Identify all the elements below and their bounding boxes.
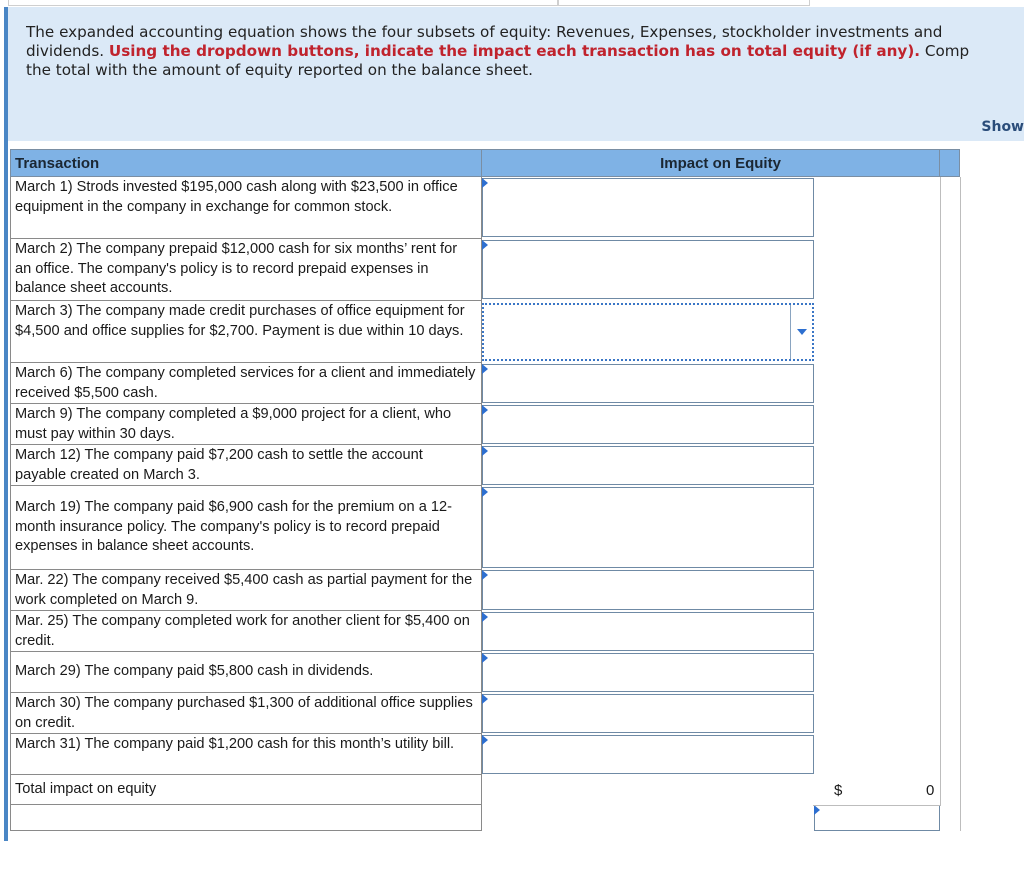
blank-cell	[940, 239, 961, 301]
impact-dropdown[interactable]	[482, 570, 814, 610]
blank-cell	[940, 301, 961, 363]
instructions-panel	[4, 7, 1024, 141]
blank-cell	[813, 693, 941, 734]
blank-cell	[813, 486, 941, 570]
blank-cell	[813, 363, 941, 404]
table-row	[10, 301, 960, 363]
impact-dropdown[interactable]	[482, 735, 814, 774]
transaction-description: March 29) The company paid $5,800 cash in dividends.	[10, 652, 482, 693]
impact-dropdown[interactable]	[482, 405, 814, 444]
show-link[interactable]: Show	[981, 119, 1024, 135]
input-marker-icon	[482, 487, 488, 497]
blank-cell	[940, 404, 961, 445]
transaction-description: March 19) The company paid $6,900 cash for the premium on a 12-month insurance policy. The company's policy is to record prepaid expenses in balance sheet accounts.	[10, 486, 482, 570]
impact-dropdown[interactable]	[482, 487, 814, 568]
input-marker-icon	[482, 446, 488, 456]
header-divider	[939, 149, 940, 177]
blank-cell	[813, 239, 941, 301]
table-row	[10, 611, 960, 652]
transaction-description: March 30) The company purchased $1,300 of additional office supplies on credit.	[10, 693, 482, 734]
input-marker-icon	[482, 653, 488, 663]
input-marker-icon	[482, 364, 488, 374]
top-strip	[0, 0, 1024, 7]
blank-cell	[813, 445, 941, 486]
blank-cell	[813, 611, 941, 652]
input-marker-icon	[482, 735, 488, 745]
impact-dropdown[interactable]	[482, 694, 814, 733]
blank-cell	[813, 775, 941, 806]
left-accent-bar	[4, 141, 8, 841]
blank-cell	[813, 734, 941, 775]
blank-cell	[940, 177, 961, 239]
blank-cell	[940, 611, 961, 652]
transaction-description: March 6) The company completed services for a client and immediately received $5,500 cash.	[10, 363, 482, 404]
blank-cell	[813, 570, 941, 611]
instructions-emphasis: Using the dropdown buttons, indicate the impact each transaction has on total equity (if any).	[108, 42, 921, 60]
table-row	[10, 445, 960, 486]
transaction-description: March 1) Strods invested $195,000 cash along with $23,500 in office equipment in the company in exchange for common stock.	[10, 177, 482, 239]
blank-cell	[940, 570, 961, 611]
transaction-description: March 12) The company paid $7,200 cash to settle the account payable created on March 3.	[10, 445, 482, 486]
input-marker-icon	[482, 694, 488, 704]
header-transaction: Transaction	[10, 149, 482, 177]
impact-dropdown[interactable]	[482, 178, 814, 237]
impact-dropdown[interactable]	[482, 303, 814, 361]
blank-cell	[940, 486, 961, 570]
instructions-line-2-start: dividends.	[26, 42, 109, 60]
table-row	[10, 486, 960, 570]
total-label: Total impact on equity	[10, 775, 482, 805]
transaction-description: March 3) The company made credit purchases of office equipment for $4,500 and office supplies for $2,700. Payment is due within 10 days.	[10, 301, 482, 363]
table-row	[10, 570, 960, 611]
impact-dropdown[interactable]	[482, 446, 814, 485]
blank-cell	[940, 734, 961, 775]
header-impact-on-equity	[481, 149, 960, 177]
blank-cell	[940, 363, 961, 404]
transaction-description: March 2) The company prepaid $12,000 cash for six months’ rent for an office. The company's policy is to record prepaid expenses in balance sheet accounts.	[10, 239, 482, 301]
blank-cell	[813, 404, 941, 445]
transaction-description: Mar. 25) The company completed work for another client for $5,400 on credit.	[10, 611, 482, 652]
blank-cell	[813, 177, 941, 239]
transaction-description: March 31) The company paid $1,200 cash for this month’s utility bill.	[10, 734, 482, 775]
transaction-description: Mar. 22) The company received $5,400 cash as partial payment for the work completed on March 9.	[10, 570, 482, 611]
instructions-line-1: The expanded accounting equation shows the four subsets of equity: Revenues, Expenses, stockholder investments and	[26, 23, 943, 41]
table-row	[10, 177, 960, 239]
blank-cell	[813, 652, 941, 693]
impact-dropdown[interactable]	[482, 364, 814, 403]
table-row	[10, 404, 960, 445]
instructions-line-3: the total with the amount of equity reported on the balance sheet.	[26, 61, 533, 79]
table-row	[10, 734, 960, 775]
instructions-line-2-end: Comp	[920, 42, 970, 60]
input-marker-icon	[482, 570, 488, 580]
table-row	[10, 363, 960, 404]
input-marker-icon	[482, 178, 488, 188]
blank-cell	[940, 693, 961, 734]
blank-cell	[940, 775, 961, 831]
total-currency: $	[834, 782, 843, 799]
total-input[interactable]	[814, 805, 940, 831]
input-marker-icon	[482, 240, 488, 250]
impact-dropdown[interactable]	[482, 653, 814, 692]
impact-dropdown[interactable]	[482, 612, 814, 651]
total-row	[10, 775, 960, 831]
chevron-down-icon[interactable]	[790, 305, 812, 359]
input-marker-icon	[482, 612, 488, 622]
input-marker-icon	[814, 805, 820, 815]
top-cell	[558, 0, 810, 6]
total-value: 0	[926, 782, 935, 799]
impact-dropdown[interactable]	[482, 240, 814, 299]
table-row	[10, 693, 960, 734]
blank-cell	[813, 301, 941, 363]
top-cell	[8, 0, 558, 6]
header-impact-label: Impact on Equity	[660, 155, 781, 172]
transaction-description: March 9) The company completed a $9,000 project for a client, who must pay within 30 days.	[10, 404, 482, 445]
table-row	[10, 652, 960, 693]
table-row	[10, 239, 960, 301]
blank-cell	[940, 652, 961, 693]
blank-cell	[940, 445, 961, 486]
input-marker-icon	[482, 405, 488, 415]
instructions-text	[26, 23, 1024, 80]
blank-cell	[10, 805, 482, 831]
instructions-line-2	[26, 42, 1024, 61]
